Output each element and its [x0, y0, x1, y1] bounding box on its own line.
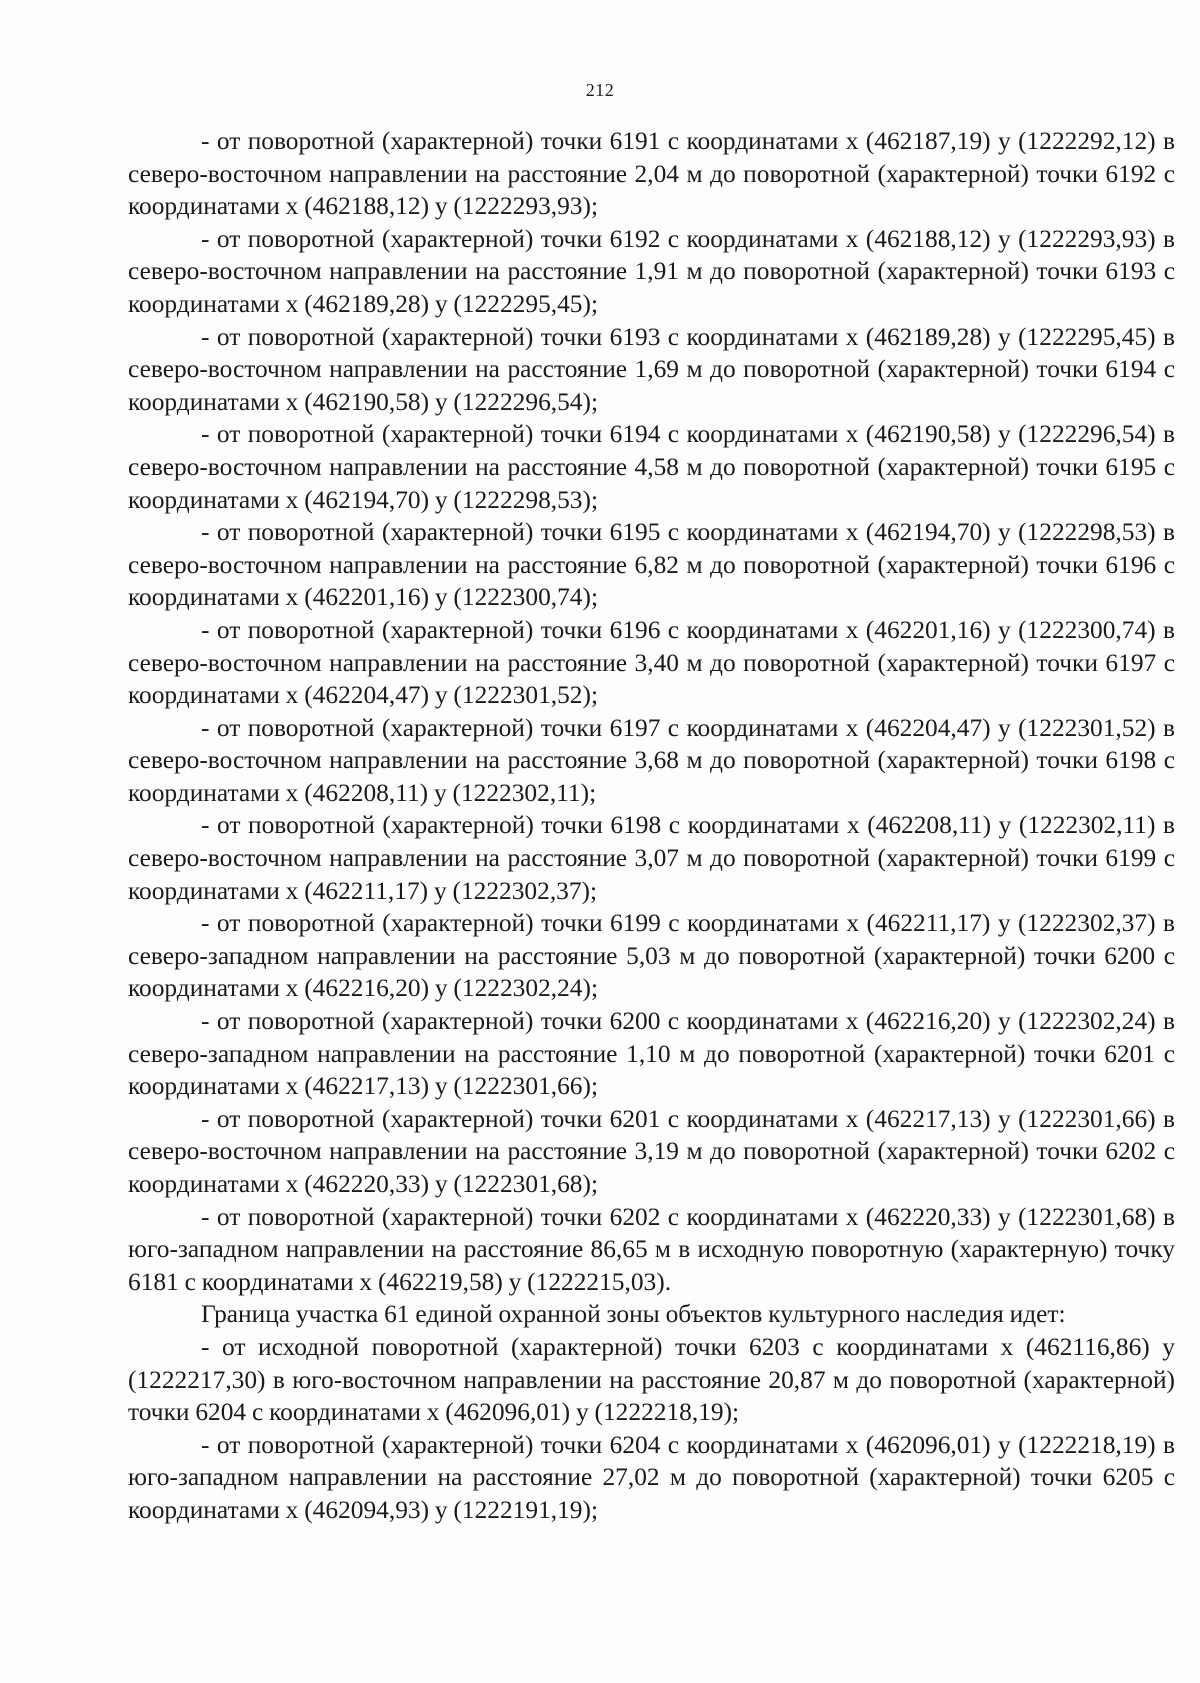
paragraph: - от поворотной (характерной) точки 6200 с координатами x (462216,20) y (1222302,24) в северо-западном направлении на расстояние 1,10 м до поворотной (характерной) точки 6201 с координатами x (462217,13) y (1222301,66);: [128, 1007, 1175, 1101]
page-number: 212: [585, 80, 615, 100]
document-body: [128, 125, 1175, 1527]
section-heading-paragraph: Граница участка 61 единой охранной зоны объектов культурного наследия идет:: [201, 1300, 1066, 1329]
paragraph: - от поворотной (характерной) точки 6191 с координатами x (462187,19) y (1222292,12) в северо-восточном направлении на расстояние 2,04 м до поворотной (характерной) точки 6192 с координатами x (462188,12) y (1222293,93);: [128, 127, 1175, 221]
paragraph: - от поворотной (характерной) точки 6198 с координатами x (462208,11) y (1222302,11) в северо-восточном направлении на расстояние 3,07 м до поворотной (характерной) точки 6199 с координатами x (462211,17) y (1222302,37);: [128, 811, 1175, 905]
paragraph: - от поворотной (характерной) точки 6195 с координатами x (462194,70) y (1222298,53) в северо-восточном направлении на расстояние 6,82 м до поворотной (характерной) точки 6196 с координатами x (462201,16) y (1222300,74);: [128, 518, 1175, 612]
paragraph: - от исходной поворотной (характерной) точки 6203 с координатами x (462116,86) y (1222217,30) в юго-восточном направлении на расстояние 20,87 м до поворотной (характерной) точки 6204 с координатами x (462096,01) y (1222218,19);: [128, 1332, 1175, 1427]
paragraph: - от поворотной (характерной) точки 6199 с координатами x (462211,17) y (1222302,37) в северо-западном направлении на расстояние 5,03 м до поворотной (характерной) точки 6200 с координатами x (462216,20) y (1222302,24);: [128, 909, 1175, 1003]
paragraph: - от поворотной (характерной) точки 6204 с координатами x (462096,01) y (1222218,19) в юго-западном направлении на расстояние 27,02 м до поворотной (характерной) точки 6205 с координатами x (462094,93) y (1222191,19);: [128, 1430, 1175, 1524]
paragraph: - от поворотной (характерной) точки 6197 с координатами x (462204,47) y (1222301,52) в северо-восточном направлении на расстояние 3,68 м до поворотной (характерной) точки 6198 с координатами x (462208,11) y (1222302,11);: [128, 713, 1175, 807]
paragraph: - от поворотной (характерной) точки 6196 с координатами x (462201,16) y (1222300,74) в северо-восточном направлении на расстояние 3,40 м до поворотной (характерной) точки 6197 с координатами x (462204,47) y (1222301,52);: [128, 615, 1175, 710]
paragraph: - от поворотной (характерной) точки 6202 с координатами x (462220,33) y (1222301,68) в юго-западном направлении на расстояние 86,65 м в исходную поворотную (характерную) точку 6181 с координатами x (462219,58) y (1222215,03).: [128, 1202, 1175, 1296]
paragraph: - от поворотной (характерной) точки 6192 с координатами x (462188,12) y (1222293,93) в северо-восточном направлении на расстояние 1,91 м до поворотной (характерной) точки 6193 с координатами x (462189,28) y (1222295,45);: [128, 224, 1175, 318]
paragraph: - от поворотной (характерной) точки 6193 с координатами x (462189,28) y (1222295,45) в северо-восточном направлении на расстояние 1,69 м до поворотной (характерной) точки 6194 с координатами x (462190,58) y (1222296,54);: [128, 322, 1175, 416]
paragraph: - от поворотной (характерной) точки 6201 с координатами x (462217,13) y (1222301,66) в северо-восточном направлении на расстояние 3,19 м до поворотной (характерной) точки 6202 с координатами x (462220,33) y (1222301,68);: [128, 1104, 1175, 1198]
paragraph: - от поворотной (характерной) точки 6194 с координатами x (462190,58) y (1222296,54) в северо-восточном направлении на расстояние 4,58 м до поворотной (характерной) точки 6195 с координатами x (462194,70) y (1222298,53);: [128, 420, 1175, 514]
